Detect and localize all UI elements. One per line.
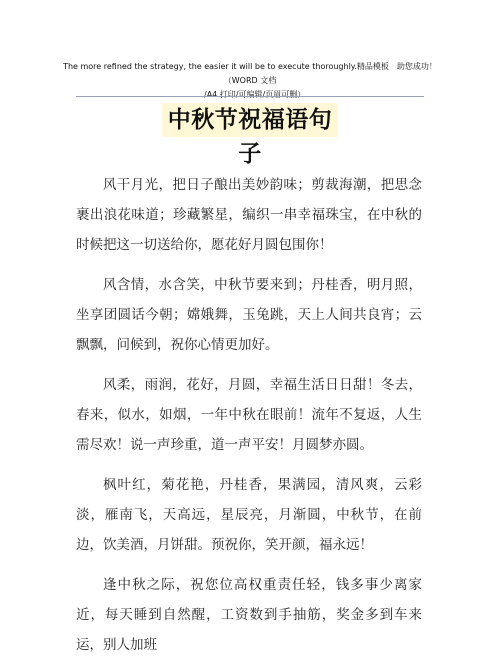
paragraph-2: 风含情，水含笑，中秋节要来到；丹桂香，明月照，坐享团圆话今朝；嫦娥舞，玉兔跳，天上人间共良宵；云飘飘，问候到，祝你心情更加好。	[76, 277, 422, 353]
header-line-1: The more refined the strategy, the easier it will be to execute thoroughly.精品模板 助您成功！（WORD 文档	[63, 62, 437, 85]
header-line-2: /A4 打印/可编辑/页眉可删）	[204, 90, 306, 99]
paragraph-5: 逢中秋之际，祝您位高权重责任轻，钱多事少离家近，每天睡到自然醒，工资数到手抽筋，奖金多到车来运，别人加班	[76, 577, 422, 653]
document-body	[76, 170, 422, 670]
paragraph-4: 枫叶红，菊花艳，丹桂香，果满园，清风爽，云彩淡，雁南飞，天高远，星辰亮，月渐圆，中秋节，在前边，饮美酒，月饼甜。预祝你，笑开颜，福永远！	[76, 477, 422, 553]
document-title: 中秋节祝福语句子	[162, 103, 338, 137]
paragraph-3: 风柔，雨润，花好，月圆，幸福生活日日甜！冬去，春来，似水，如烟，一年中秋在眼前！流年不复返，人生需尽欢！说一声珍重，道一声平安！月圆梦亦圆。	[76, 377, 422, 453]
header-divider	[76, 96, 424, 97]
paragraph-1: 风干月光，把日子酿出美妙韵味；剪裁海潮，把思念裹出浪花味道；珍藏繁星，编织一串幸福珠宝，在中秋的时候把这一切送给你，愿花好月圆包围你！	[76, 177, 422, 253]
